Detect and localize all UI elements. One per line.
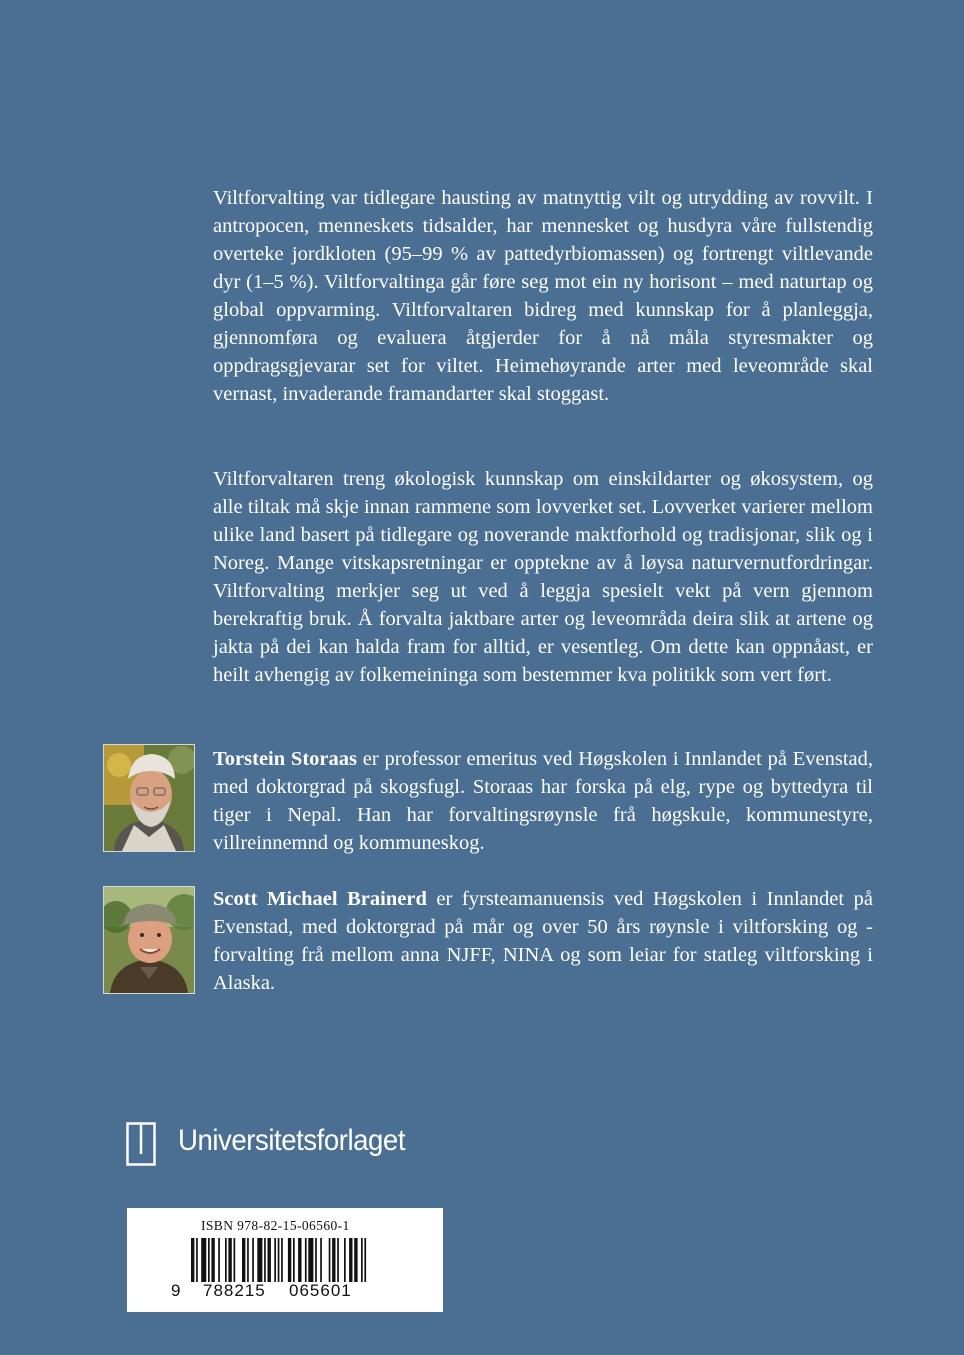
barcode-digit-lead: 9 <box>171 1281 182 1300</box>
barcode-bar <box>337 1238 339 1282</box>
description-paragraph-1: Viltforvalting var tidlegare hausting av matnyttig vilt og utrydding av rovvilt. I antropocen, menneskets tidsalder, har mennesket og husdyra våre fullstendig overteke jordkloten (95–99 % av pattedyrbiomassen) og fortrengt viltlevande dyr (1–5 %). Viltforvaltinga går føre seg mot ein ny horisont – med naturtap og global oppvarming. Viltforvaltaren bidreg med kunnskap for å planleggja, gjennomføra og evaluera åtgjerder for å nå måla styresmakter og oppdragsgjevarar set for viltet. Heimehøyrande arter med leveområde skal vernast, invaderande framandarter skal stoggast. <box>213 187 873 405</box>
barcode-bar <box>278 1238 280 1282</box>
barcode-bar <box>361 1238 363 1282</box>
barcode-bar <box>234 1238 236 1282</box>
barcode-bar <box>191 1238 194 1282</box>
barcode-bar <box>305 1238 307 1282</box>
barcode-bar <box>264 1238 266 1282</box>
author-name: Torstein Storaas <box>213 748 357 770</box>
barcode-bar <box>268 1238 271 1282</box>
barcode-bar <box>225 1238 227 1282</box>
author-name: Scott Michael Brainerd <box>213 888 427 910</box>
barcode-bar <box>274 1238 276 1282</box>
barcode-bar <box>344 1238 346 1282</box>
barcode-bar <box>247 1238 249 1282</box>
barcode-bar <box>293 1238 295 1282</box>
barcode-bar <box>228 1238 231 1282</box>
author-bio-text: er professor emeritus ved Høgskolen i Innlandet på Evenstad, med doktorgrad på skogsfugl. Storaas har forska på elg, rype og byttedyra til tiger i Nepal. Han har forvaltingsrøynsle frå høgskule, kommunestyre, villreinnemnd og kommuneskog. <box>213 748 873 854</box>
author-bio-torstein-storaas <box>213 745 873 857</box>
author-photo-torstein-storaas <box>103 744 195 852</box>
barcode-bar <box>201 1238 206 1282</box>
barcode-bar <box>218 1238 220 1282</box>
barcode-bar <box>298 1238 301 1282</box>
author-photo-scott-michael-brainerd <box>103 886 195 994</box>
barcode-bar <box>257 1238 262 1282</box>
barcode-bar <box>364 1238 366 1282</box>
barcode-bar <box>354 1238 357 1282</box>
barcode-bar <box>208 1238 210 1282</box>
barcode-bar <box>252 1238 254 1282</box>
barcode-bar <box>211 1238 214 1282</box>
barcode-bar <box>242 1238 245 1282</box>
barcode-bar <box>332 1238 335 1282</box>
isbn-label: ISBN 978-82-15-06560-1 <box>201 1218 350 1233</box>
barcode-bar <box>315 1238 317 1282</box>
barcode-bar <box>196 1238 198 1282</box>
description-paragraph-2: Viltforvaltaren treng økologisk kunnskap om einskildarter og økosystem, og alle tiltak må skje innan rammene som lovverket set. Lovverket varierer mellom ulike land basert på tidlegare og noverande maktforhold og tradisjonar, slik og i Noreg. Mange vitskapsretningar er opptekne av å løysa naturvernutfordringar. Viltforvalting merkjer seg ut ved å leggja spesielt vekt på vern gjennom berekraftig bruk. Å forvalta jaktbare arter og leveområda deira slik at artene og jakta på dei kan halda fram for alltid, er vesentleg. Om dette kan oppnåast, er heilt avhengig av folkemeininga som bestemmer kva politikk som vert ført. <box>213 468 873 686</box>
isbn-barcode <box>127 1208 443 1312</box>
barcode-bar <box>281 1238 283 1282</box>
publisher-name: Universitetsforlaget <box>178 1124 406 1157</box>
barcode-bar <box>329 1238 331 1282</box>
barcode-digits-right: 065601 <box>289 1281 352 1300</box>
author-bio-text: er fyrsteamanuensis ved Høgskolen i Innlandet på Evenstad, med doktorgrad på mår og over 50 års røynsle i viltforsking og -forvalting frå mellom anna NJFF, NINA og som leiar for statleg viltforsking i Alaska. <box>213 888 873 994</box>
publisher-logo-icon <box>126 1122 156 1166</box>
barcode-bar <box>320 1238 322 1282</box>
barcode-bar <box>288 1238 291 1282</box>
barcode-bar <box>349 1238 352 1282</box>
author-bio-scott-michael-brainerd <box>213 885 873 997</box>
barcode-bar <box>308 1238 313 1282</box>
barcode-digits-left: 788215 <box>203 1281 266 1300</box>
